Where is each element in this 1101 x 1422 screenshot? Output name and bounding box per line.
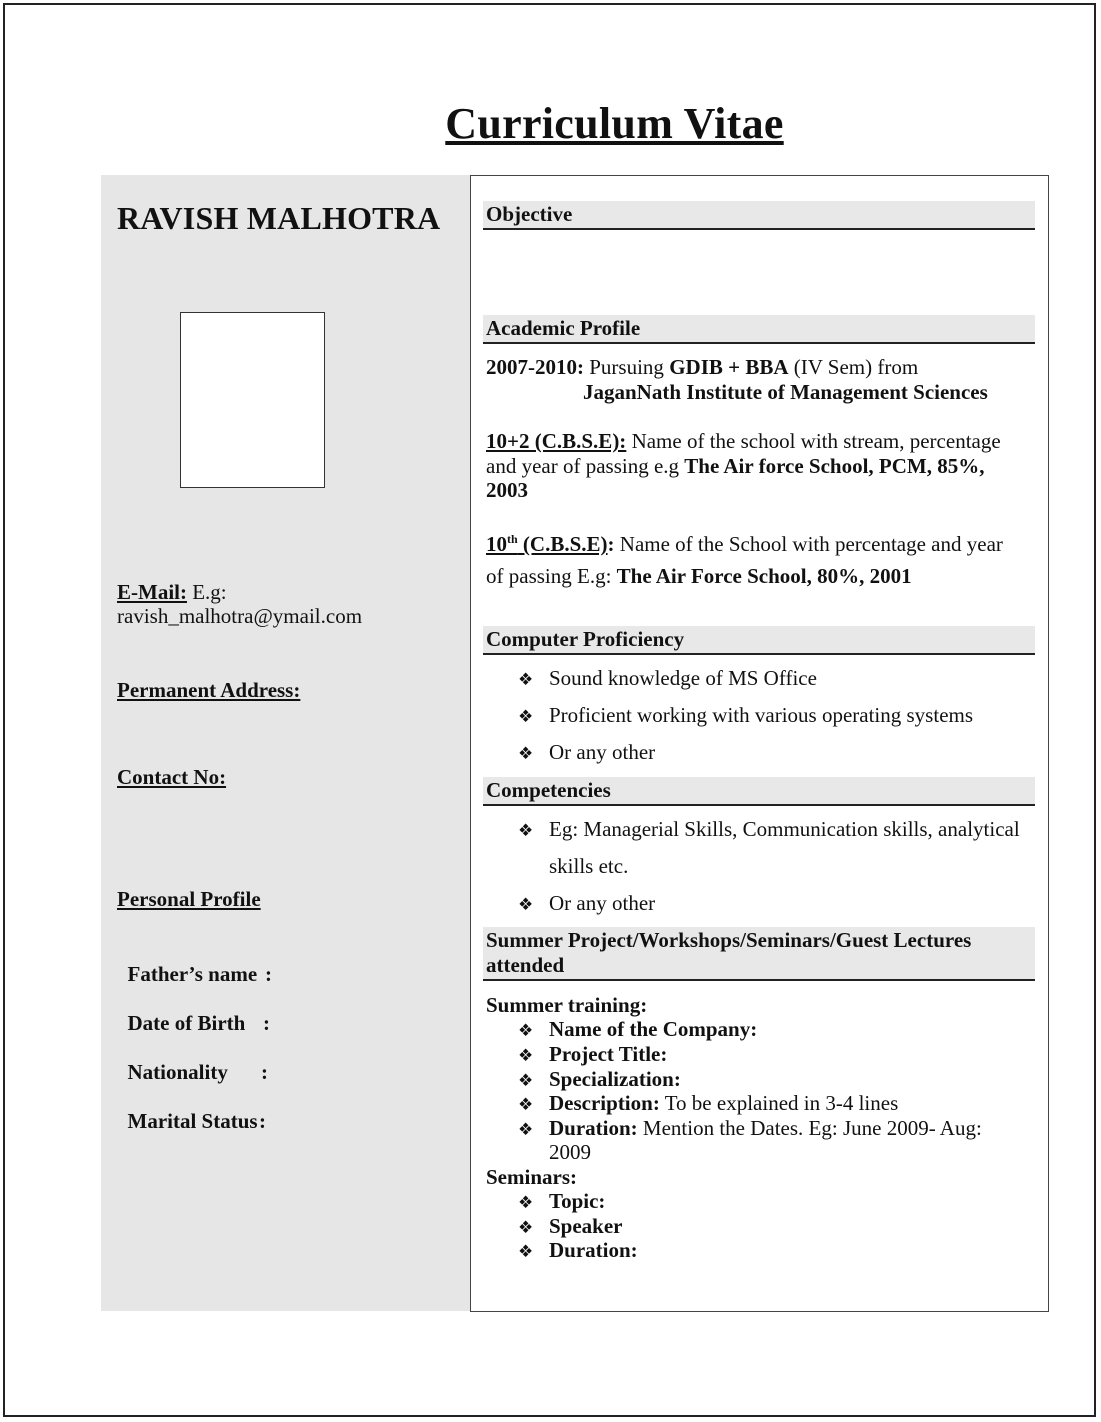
diamond-bullet-icon: ❖ (518, 895, 534, 914)
twelfth-education (486, 429, 1031, 503)
summer-item (518, 1116, 982, 1143)
diamond-bullet-icon: ❖ (518, 1193, 534, 1212)
diamond-bullet-icon: ❖ (518, 1095, 534, 1114)
seminars-label: Seminars: (486, 1165, 577, 1189)
computer-item-text: Sound knowledge of MS Office (549, 666, 817, 690)
diamond-bullet-icon: ❖ (518, 670, 534, 689)
competency-item-text: Or any other (549, 891, 656, 915)
summer-item (518, 1067, 681, 1094)
tenth-sup: th (507, 532, 518, 546)
diamond-bullet-icon: ❖ (518, 1120, 534, 1139)
email-prefix: E.g: (192, 580, 227, 604)
summer-heading-line2: attended (486, 953, 565, 977)
computer-item-text: Proficient working with various operating systems (549, 703, 974, 727)
tenth-num: 10 (486, 532, 507, 556)
nationality-field (117, 1035, 268, 1085)
computer-proficiency-heading: Computer Proficiency (483, 626, 1035, 655)
diamond-bullet-icon: ❖ (518, 1046, 534, 1065)
computer-item (518, 703, 973, 730)
computer-item-text: Or any other (549, 740, 656, 764)
photo-placeholder (180, 312, 325, 488)
marital-status-field (117, 1084, 266, 1134)
summer-item (518, 1042, 667, 1069)
competencies-heading: Competencies (483, 777, 1035, 806)
field-label: Date of Birth (127, 1011, 246, 1035)
duration-continued: 2009 (549, 1140, 591, 1164)
seminar-item (518, 1238, 638, 1265)
diamond-bullet-icon: ❖ (518, 1021, 534, 1040)
competency-item-text: skills etc. (549, 854, 629, 878)
candidate-name: RAVISH MALHOTRA (117, 200, 441, 236)
computer-item (518, 666, 817, 693)
permanent-address-label: Permanent Address: (117, 678, 301, 702)
tenth-education (486, 527, 1031, 557)
academic-profile-heading: Academic Profile (483, 315, 1035, 344)
summer-item-label: Project Title: (549, 1042, 668, 1066)
twelfth-text: Name of the school with stream, percentage and year of passing e.g (486, 429, 1001, 478)
field-label: Father’s name (127, 962, 258, 986)
seminar-item-text: Topic: (549, 1189, 606, 1213)
summer-heading-line1: Summer Project/Workshops/Seminars/Guest Lectures (486, 928, 972, 952)
field-label: Nationality (127, 1060, 228, 1084)
diamond-bullet-icon: ❖ (518, 744, 534, 763)
tenth-label (486, 532, 608, 556)
degree-pursuing: Pursuing (584, 355, 670, 379)
tenth-text2: of passing E.g: (486, 564, 617, 588)
summer-item-text: Mention the Dates. Eg: June 2009- Aug: (637, 1116, 982, 1140)
twelfth-example: The Air force School, PCM, 85%, 2003 (486, 453, 985, 502)
fathers-name-field (117, 937, 272, 987)
email-label: E-Mail: (117, 580, 187, 604)
seminar-item-text: Speaker (549, 1214, 623, 1238)
objective-heading: Objective (483, 201, 1035, 230)
diamond-bullet-icon: ❖ (518, 821, 534, 840)
competency-item-text: Eg: Managerial Skills, Communication skills, analytical (549, 817, 1020, 841)
diamond-bullet-icon: ❖ (518, 1218, 534, 1237)
competency-item-continued (518, 854, 628, 879)
email-block (117, 580, 362, 628)
tenth-board: (C.B.S.E) (517, 532, 608, 556)
personal-profile-label: Personal Profile (117, 887, 261, 911)
field-colon: : (263, 1011, 270, 1035)
diamond-bullet-icon: ❖ (518, 1071, 534, 1090)
summer-item-label: Duration: (549, 1116, 638, 1140)
seminar-item-text: Duration: (549, 1238, 638, 1262)
field-colon: : (265, 962, 272, 986)
computer-item (518, 740, 655, 767)
document-title: Curriculum Vitae (445, 99, 784, 148)
summer-item-text: To be explained in 3-4 lines (659, 1091, 899, 1115)
tenth-text: Name of the School with percentage and year (614, 532, 1003, 556)
summer-item (518, 1091, 898, 1118)
seminar-item (518, 1189, 605, 1216)
academic-degree-line (486, 355, 1031, 380)
field-label: Marital Status (127, 1109, 258, 1133)
diamond-bullet-icon: ❖ (518, 1242, 534, 1261)
degree-name: GDIB + BBA (669, 355, 789, 379)
seminar-item (518, 1214, 623, 1241)
tenth-colon: : (607, 532, 615, 556)
summer-item-label: Name of the Company: (549, 1017, 758, 1041)
competency-item (518, 817, 1020, 844)
degree-semester: (IV Sem) from (788, 355, 919, 379)
summer-item-label: Specialization: (549, 1067, 681, 1091)
contact-no-label: Contact No: (117, 765, 227, 789)
diamond-bullet-icon: ❖ (518, 707, 534, 726)
tenth-example: The Air Force School, 80%, 2001 (616, 564, 912, 588)
field-colon: : (261, 1060, 268, 1084)
summer-project-heading (483, 927, 1035, 981)
summer-item-label: Description: (549, 1091, 660, 1115)
field-colon: : (259, 1109, 266, 1133)
institute-name: JaganNath Institute of Management Sciences (583, 380, 988, 404)
summer-item (518, 1017, 757, 1044)
competency-item (518, 891, 655, 918)
summer-training-label: Summer training: (486, 993, 648, 1017)
twelfth-label: 10+2 (C.B.S.E): (486, 429, 627, 453)
email-value: ravish_malhotra@ymail.com (117, 604, 363, 628)
tenth-education-line2 (486, 564, 1031, 589)
date-of-birth-field (117, 986, 270, 1036)
degree-years: 2007-2010: (486, 355, 584, 379)
